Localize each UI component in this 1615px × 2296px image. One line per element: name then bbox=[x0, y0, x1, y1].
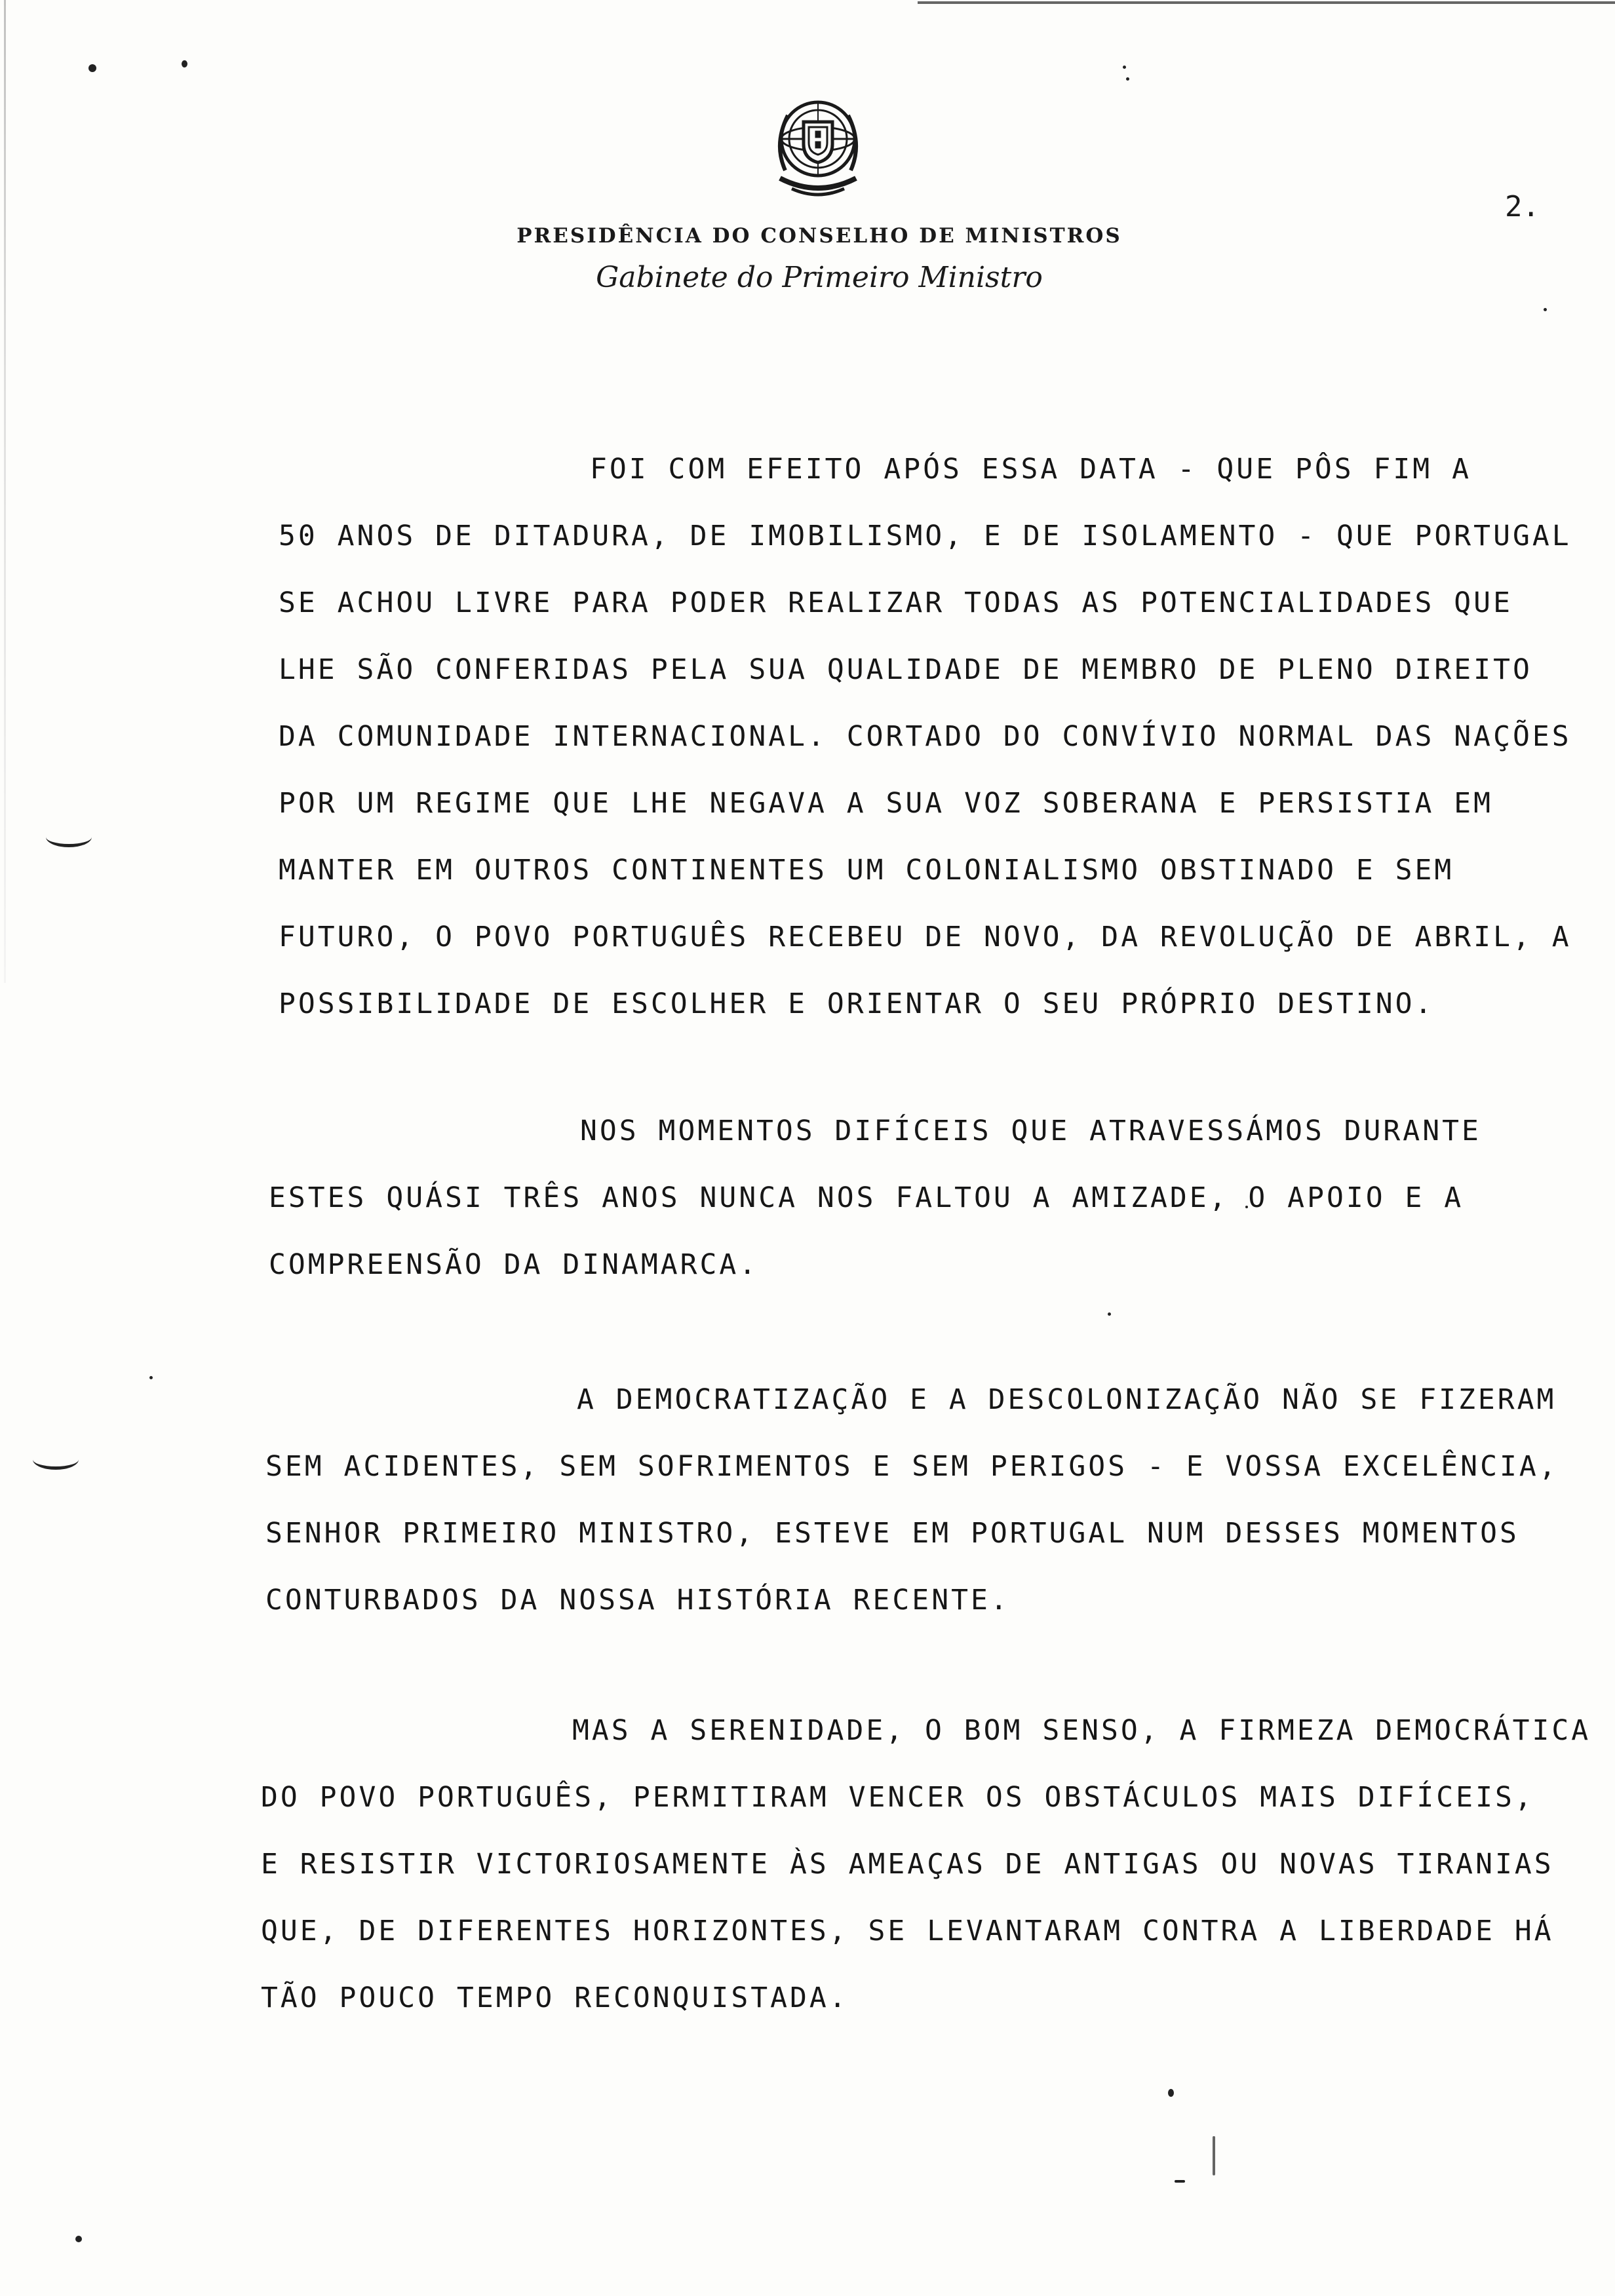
text-line: SEM ACIDENTES, SEM SOFRIMENTOS E SEM PERIGOS - E VOSSA EXCELÊNCIA, bbox=[265, 1450, 1559, 1483]
scan-speck bbox=[1108, 1312, 1111, 1316]
punch-hole-mark bbox=[46, 827, 92, 847]
scan-speck bbox=[1123, 66, 1126, 69]
text-line: FUTURO, O POVO PORTUGUÊS RECEBEU DE NOVO, DA REVOLUÇÃO DE ABRIL, A bbox=[279, 921, 1572, 953]
paragraph-2 bbox=[269, 1098, 1481, 1298]
text-line: LHE SÃO CONFERIDAS PELA SUA QUALIDADE DE MEMBRO DE PLENO DIREITO bbox=[279, 653, 1532, 686]
scan-left-edge bbox=[4, 0, 6, 983]
text-line: MANTER EM OUTROS CONTINENTES UM COLONIALISMO OBSTINADO E SEM bbox=[279, 854, 1454, 887]
text-line: TÃO POUCO TEMPO RECONQUISTADA. bbox=[261, 1981, 849, 2014]
paragraph-1 bbox=[279, 436, 1572, 1037]
scan-top-rule bbox=[918, 1, 1615, 4]
text-line: ESTES QUÁSI TRÊS ANOS NUNCA NOS FALTOU A AMIZADE, O APOIO E A bbox=[269, 1181, 1464, 1214]
text-line: DA COMUNIDADE INTERNACIONAL. CORTADO DO CONVÍVIO NORMAL DAS NAÇÕES bbox=[279, 720, 1572, 753]
scan-speck bbox=[1544, 308, 1547, 311]
paragraph-3 bbox=[265, 1366, 1559, 1634]
text-line: MAS A SERENIDADE, O BOM SENSO, A FIRMEZA DEMOCRÁTICA bbox=[572, 1714, 1591, 1747]
scan-speck bbox=[75, 2236, 82, 2242]
text-line: DO POVO PORTUGUÊS, PERMITIRAM VENCER OS OBSTÁCULOS MAIS DIFÍCEIS, bbox=[261, 1781, 1534, 1814]
letterhead-title: PRESIDÊNCIA DO CONSELHO DE MINISTROS bbox=[516, 224, 1122, 248]
scan-speck bbox=[182, 60, 187, 67]
text-line: QUE, DE DIFERENTES HORIZONTES, SE LEVANTARAM CONTRA A LIBERDADE HÁ bbox=[261, 1915, 1554, 1947]
scan-speck bbox=[1126, 77, 1129, 81]
scan-speck bbox=[88, 64, 96, 72]
text-line: E RESISTIR VICTORIOSAMENTE ÀS AMEAÇAS DE ANTIGAS OU NOVAS TIRANIAS bbox=[261, 1848, 1554, 1881]
letterhead-subtitle: Gabinete do Primeiro Ministro bbox=[596, 261, 1043, 294]
paragraph-4 bbox=[261, 1697, 1591, 2031]
text-line: SE ACHOU LIVRE PARA PODER REALIZAR TODAS AS POTENCIALIDADES QUE bbox=[279, 586, 1513, 619]
text-line: COMPREENSÃO DA DINAMARCA. bbox=[269, 1248, 759, 1281]
scan-speck bbox=[149, 1376, 153, 1379]
text-line: 50 ANOS DE DITADURA, DE IMOBILISMO, E DE ISOLAMENTO - QUE PORTUGAL bbox=[279, 520, 1572, 552]
punch-hole-mark bbox=[33, 1449, 79, 1470]
scan-speck bbox=[1168, 2089, 1174, 2097]
text-line: SENHOR PRIMEIRO MINISTRO, ESTEVE EM PORTUGAL NUM DESSES MOMENTOS bbox=[265, 1517, 1519, 1550]
coat-of-arms-seal bbox=[766, 92, 870, 203]
text-line: POR UM REGIME QUE LHE NEGAVA A SUA VOZ SOBERANA E PERSISTIA EM bbox=[279, 787, 1494, 820]
page-number: 2. bbox=[1505, 190, 1540, 223]
text-line: POSSIBILIDADE DE ESCOLHER E ORIENTAR O SEU PRÓPRIO DESTINO. bbox=[279, 987, 1435, 1020]
scan-speck bbox=[1213, 2136, 1215, 2175]
text-line: A DEMOCRATIZAÇÃO E A DESCOLONIZAÇÃO NÃO SE FIZERAM bbox=[577, 1383, 1557, 1416]
scan-speck bbox=[1175, 2180, 1185, 2183]
text-line: NOS MOMENTOS DIFÍCEIS QUE ATRAVESSÁMOS DURANTE bbox=[580, 1115, 1481, 1147]
text-line: FOI COM EFEITO APÓS ESSA DATA - QUE PÔS FIM A bbox=[590, 453, 1471, 486]
text-line: CONTURBADOS DA NOSSA HISTÓRIA RECENTE. bbox=[265, 1584, 1010, 1617]
